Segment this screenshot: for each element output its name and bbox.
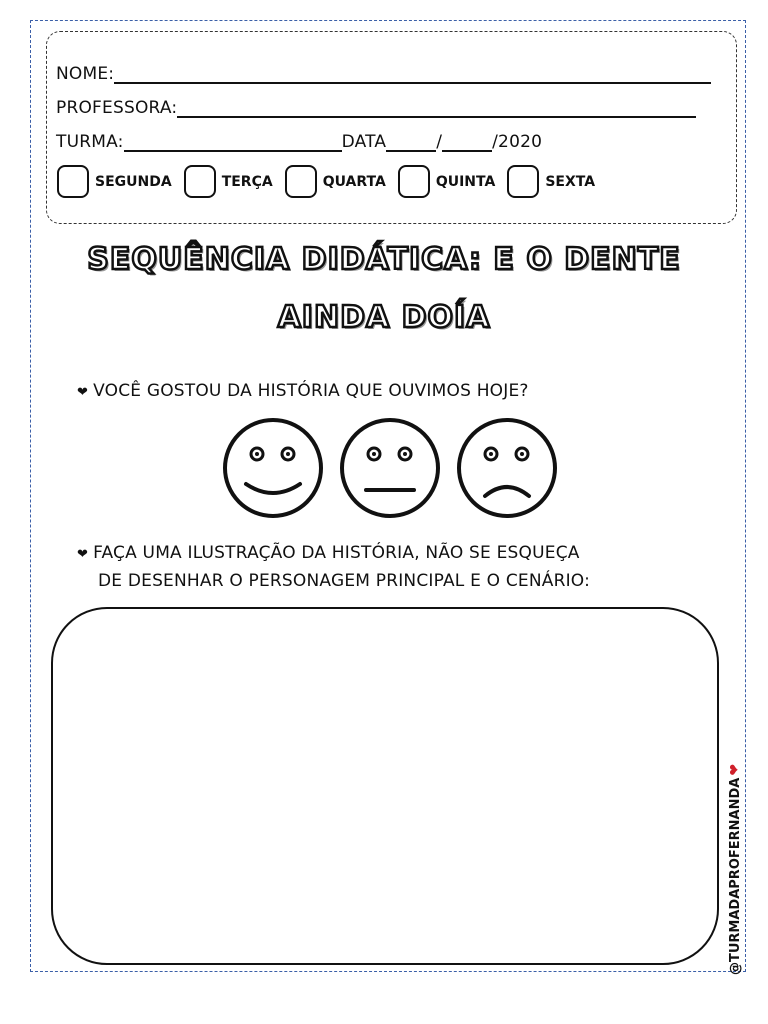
checkbox[interactable]: [398, 165, 430, 198]
question-2-line1: [77, 540, 727, 568]
checkbox[interactable]: [285, 165, 317, 198]
day-quinta[interactable]: [398, 165, 496, 198]
date-day-line[interactable]: [386, 132, 436, 152]
day-sexta[interactable]: [507, 165, 595, 198]
day-label: SEXTA: [545, 173, 596, 190]
author-credit: [727, 764, 743, 975]
teacher-field-row: [56, 98, 696, 118]
day-segunda[interactable]: [57, 165, 172, 198]
day-terca[interactable]: [184, 165, 273, 198]
class-line[interactable]: [124, 132, 342, 152]
checkbox[interactable]: [184, 165, 216, 198]
question-2: [77, 540, 727, 594]
day-quarta[interactable]: [285, 165, 386, 198]
question-2-text-line2: DE DESENHAR O PERSONAGEM PRINCIPAL E O CENÁRIO:: [98, 571, 591, 591]
date-month-line[interactable]: [442, 132, 492, 152]
heart-bullet-icon: ❤: [77, 385, 89, 400]
teacher-line[interactable]: [177, 98, 696, 118]
checkbox[interactable]: [57, 165, 89, 198]
name-label: NOME:: [56, 64, 115, 84]
date-separator: /: [436, 132, 443, 152]
question-1-text: VOCÊ GOSTOU DA HISTÓRIA QUE OUVIMOS HOJE?: [93, 381, 529, 401]
neutral-face-icon[interactable]: [342, 420, 438, 516]
credit-text: @TURMADAPROFERNANDA: [727, 777, 743, 975]
date-year: /2020: [492, 132, 543, 152]
question-1: [77, 378, 529, 406]
page-title-line2: AINDA DOÍA: [277, 300, 491, 335]
name-line[interactable]: [114, 64, 711, 84]
teacher-label: PROFESSORA:: [56, 98, 178, 118]
weekday-checkboxes: [57, 165, 607, 198]
page-title-line1: SEQUÊNCIA DIDÁTICA: E O DENTE: [87, 242, 681, 277]
checkbox[interactable]: [507, 165, 539, 198]
date-label: DATA: [341, 132, 387, 152]
heart-icon: ❤: [727, 763, 743, 776]
day-label: TERÇA: [221, 173, 273, 190]
class-label: TURMA:: [56, 132, 124, 152]
drawing-area[interactable]: [51, 607, 719, 965]
heart-bullet-icon: ❤: [77, 547, 89, 562]
name-field-row: [56, 64, 711, 84]
happy-face-icon[interactable]: [225, 420, 321, 516]
day-label: QUARTA: [322, 173, 386, 190]
mood-faces: [220, 418, 560, 518]
question-2-text-line1: FAÇA UMA ILUSTRAÇÃO DA HISTÓRIA, NÃO SE ESQUEÇA: [93, 543, 580, 563]
sad-face-icon[interactable]: [459, 420, 555, 516]
day-label: SEGUNDA: [95, 173, 172, 190]
day-label: QUINTA: [435, 173, 496, 190]
class-date-row: [56, 132, 542, 152]
